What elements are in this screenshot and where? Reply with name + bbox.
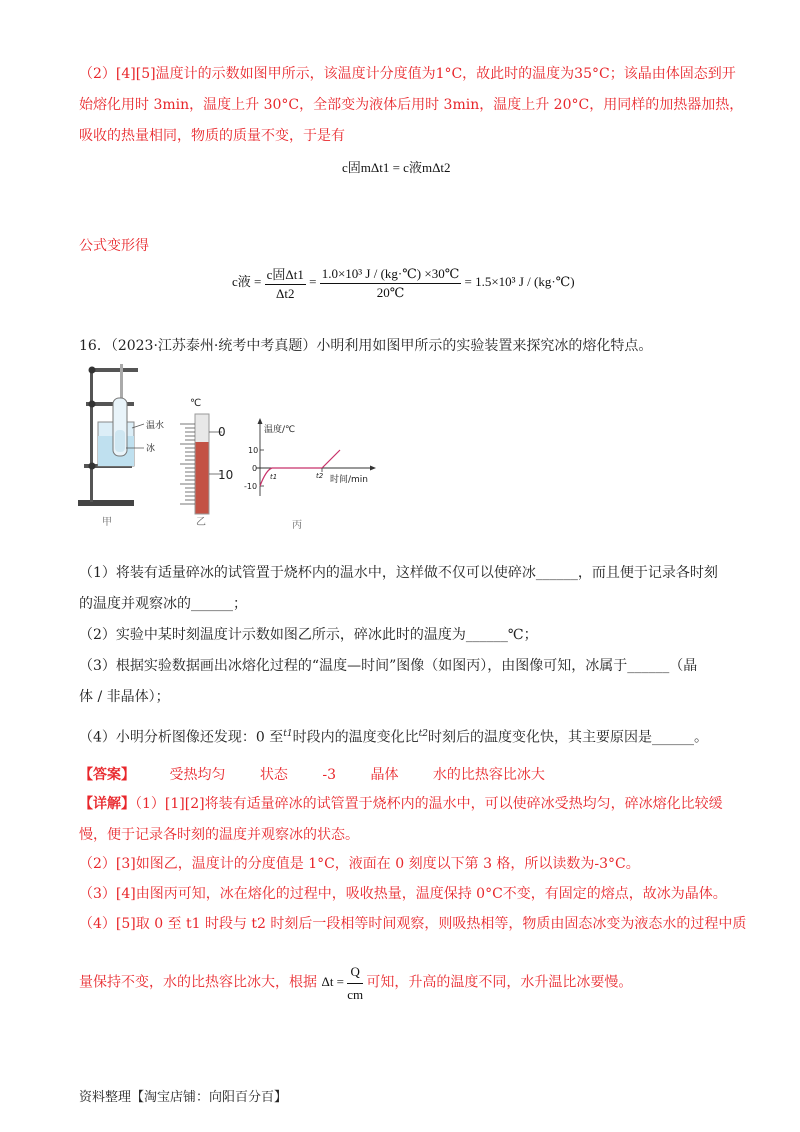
graph-t1-label: t1 — [270, 473, 278, 481]
q1-text-a: （1）将装有适量碎冰的试管置于烧杯内的温水中，这样做不仅可以使碎冰 — [79, 565, 536, 581]
formula-transform-label: 公式变形得 — [79, 238, 149, 254]
q3-text-b: （晶 — [669, 658, 698, 674]
equals-sign: = — [309, 273, 317, 289]
q4-t2: t2 — [418, 729, 428, 739]
detail-line-6 — [79, 962, 632, 1005]
detail-line-3: （2）[3]如图乙，温度计的分度值是 1°C，液面在 0 刻度以下第 3 格，所以读数为-3°C。 — [79, 856, 640, 872]
q2-text-b: ℃； — [507, 627, 538, 643]
q1-text-d: ； — [233, 596, 247, 612]
label-warm-water: 温水 — [146, 421, 165, 431]
label-figure-yi: 乙 — [196, 517, 206, 528]
subquestion-1-line-1 — [79, 563, 718, 583]
iron-stand-apparatus — [78, 364, 144, 506]
detail-line-1 — [79, 794, 723, 814]
graph-y-axis-label: 温度/℃ — [264, 425, 296, 435]
question-header: 16．（2023·江苏泰州·统考中考真题）小明利用如图甲所示的实验装置来探究冰的熔化特点。 — [79, 338, 653, 354]
detail-tag: 【详解】 — [79, 796, 135, 812]
footer-note: 资料整理【淘宝店铺：向阳百分百】 — [79, 1090, 288, 1105]
answer-blank-5[interactable]: ______ — [651, 729, 694, 746]
answer-3: -3 — [322, 767, 336, 783]
fraction-2 — [320, 266, 462, 301]
thermometer-scale — [180, 414, 222, 514]
graph-y-tick-0: 0 — [252, 464, 258, 473]
equation-lhs: c液 = — [232, 273, 262, 289]
fraction-1 — [265, 264, 306, 302]
thermometer-label-0: 0 — [218, 425, 226, 439]
subquestion-1-line-2 — [79, 594, 247, 614]
graph-x-axis-label: 时间/min — [330, 475, 369, 485]
answer-5: 水的比热容比冰大 — [432, 767, 545, 783]
experiment-figure — [72, 362, 382, 532]
answer-blank-1[interactable]: ______ — [535, 565, 578, 581]
label-figure-jia: 甲 — [102, 517, 112, 528]
answer-tag: 【答案】 — [79, 767, 135, 783]
detail-line-5: （4）[5]取 0 至 t1 时段与 t2 时刻后一段相等时间观察，则吸热相等，物质由固态冰变为液态水的过程中质 — [79, 916, 747, 932]
detail-text-6b: 可知，升高的温度不同，水升温比冰要慢。 — [366, 974, 633, 991]
detail-text-6a: 量保持不变，水的比热容比冰大，根据 — [79, 974, 317, 991]
subquestion-3-line-2: 体 / 非晶体）； — [79, 689, 170, 705]
q3-text-a: （3）根据实验数据画出冰熔化过程的“温度—时间”图像（如图丙），由图像可知，冰属于 — [79, 658, 628, 674]
detail-formula-numerator: Q — [347, 962, 363, 984]
graph-y-tick-minus10: -10 — [244, 482, 258, 491]
fraction-1-numerator: c固Δt1 — [265, 264, 306, 285]
answer-blank-3[interactable]: ______ — [465, 627, 508, 643]
answer-1: 受热均匀 — [169, 767, 226, 783]
detail-line-4: （3）[4]由图丙可知，冰在熔化的过程中，吸收热量，温度保持 0°C不变，有固定的熔点，故冰为晶体。 — [79, 886, 727, 902]
answer-2: 状态 — [259, 767, 288, 783]
equation-text: c固mΔt1 = c液mΔt2 — [342, 160, 451, 175]
detail-formula-denominator: cm — [347, 987, 364, 1002]
subquestion-3-line-1 — [79, 656, 697, 676]
subquestion-2 — [79, 625, 538, 645]
q4-text-b: 时段内的温度变化比 — [292, 729, 419, 746]
graph-y-tick-10: 10 — [248, 446, 259, 455]
fraction-2-denominator: 20℃ — [376, 284, 405, 300]
thermometer-unit: ℃ — [190, 398, 202, 409]
equation-result: = 1.5×10³ J / (kg·℃) — [464, 273, 575, 289]
q4-text-a: （4）小明分析图像还发现：0 至 — [79, 729, 284, 746]
answer-blank-4[interactable]: ______ — [627, 658, 670, 674]
q4-text-d: 。 — [693, 729, 708, 746]
detail-formula-lhs: Δt = — [321, 974, 345, 990]
label-figure-bing: 丙 — [292, 520, 302, 531]
solution-line-1: （2）[4][5]温度计的示数如图甲所示，该温度计分度值为1°C，故此时的温度为35°C；该晶由体固态到开 — [79, 66, 736, 82]
fraction-2-numerator: 1.0×10³ J / (kg·℃) ×30℃ — [320, 266, 462, 284]
q4-t1: t1 — [283, 729, 293, 739]
detail-line-2: 慢，便于记录各时刻的温度并观察冰的状态。 — [79, 827, 359, 843]
fraction-1-denominator: Δt2 — [275, 286, 295, 301]
subquestion-4 — [79, 724, 708, 748]
answer-blank-2[interactable]: ______ — [191, 596, 233, 612]
thermometer-label-10: 10 — [218, 468, 234, 482]
q1-text-c: 的温度并观察冰的 — [79, 596, 191, 612]
q2-text-a: （2）实验中某时刻温度计示数如图乙所示，碎冰此时的温度为 — [79, 627, 466, 643]
equation-heat-balance — [342, 157, 451, 176]
solution-line-3: 吸收的热量相同，物质的质量不变，于是有 — [79, 128, 345, 144]
equation-specific-heat — [232, 264, 575, 302]
detail-formula — [321, 964, 366, 1002]
graph-t2-label: t2 — [316, 472, 324, 480]
label-ice: 冰 — [146, 444, 156, 454]
detail-formula-fraction — [347, 962, 363, 1005]
detail-text-1: （1）[1][2]将装有适量碎冰的试管置于烧杯内的温水中，可以使碎冰受热均匀，碎冰熔化比较缓 — [135, 796, 723, 812]
answer-line — [79, 765, 545, 785]
answer-4: 晶体 — [370, 767, 399, 783]
solution-line-2: 始熔化用时 3min，温度上升 30°C，全部变为液体后用时 3min，温度上升 20°C，用同样的加热器加热， — [79, 97, 744, 113]
q4-text-c: 时刻后的温度变化快，其主要原因是 — [427, 729, 652, 746]
q1-text-b: ，而且便于记录各时刻 — [577, 565, 718, 581]
